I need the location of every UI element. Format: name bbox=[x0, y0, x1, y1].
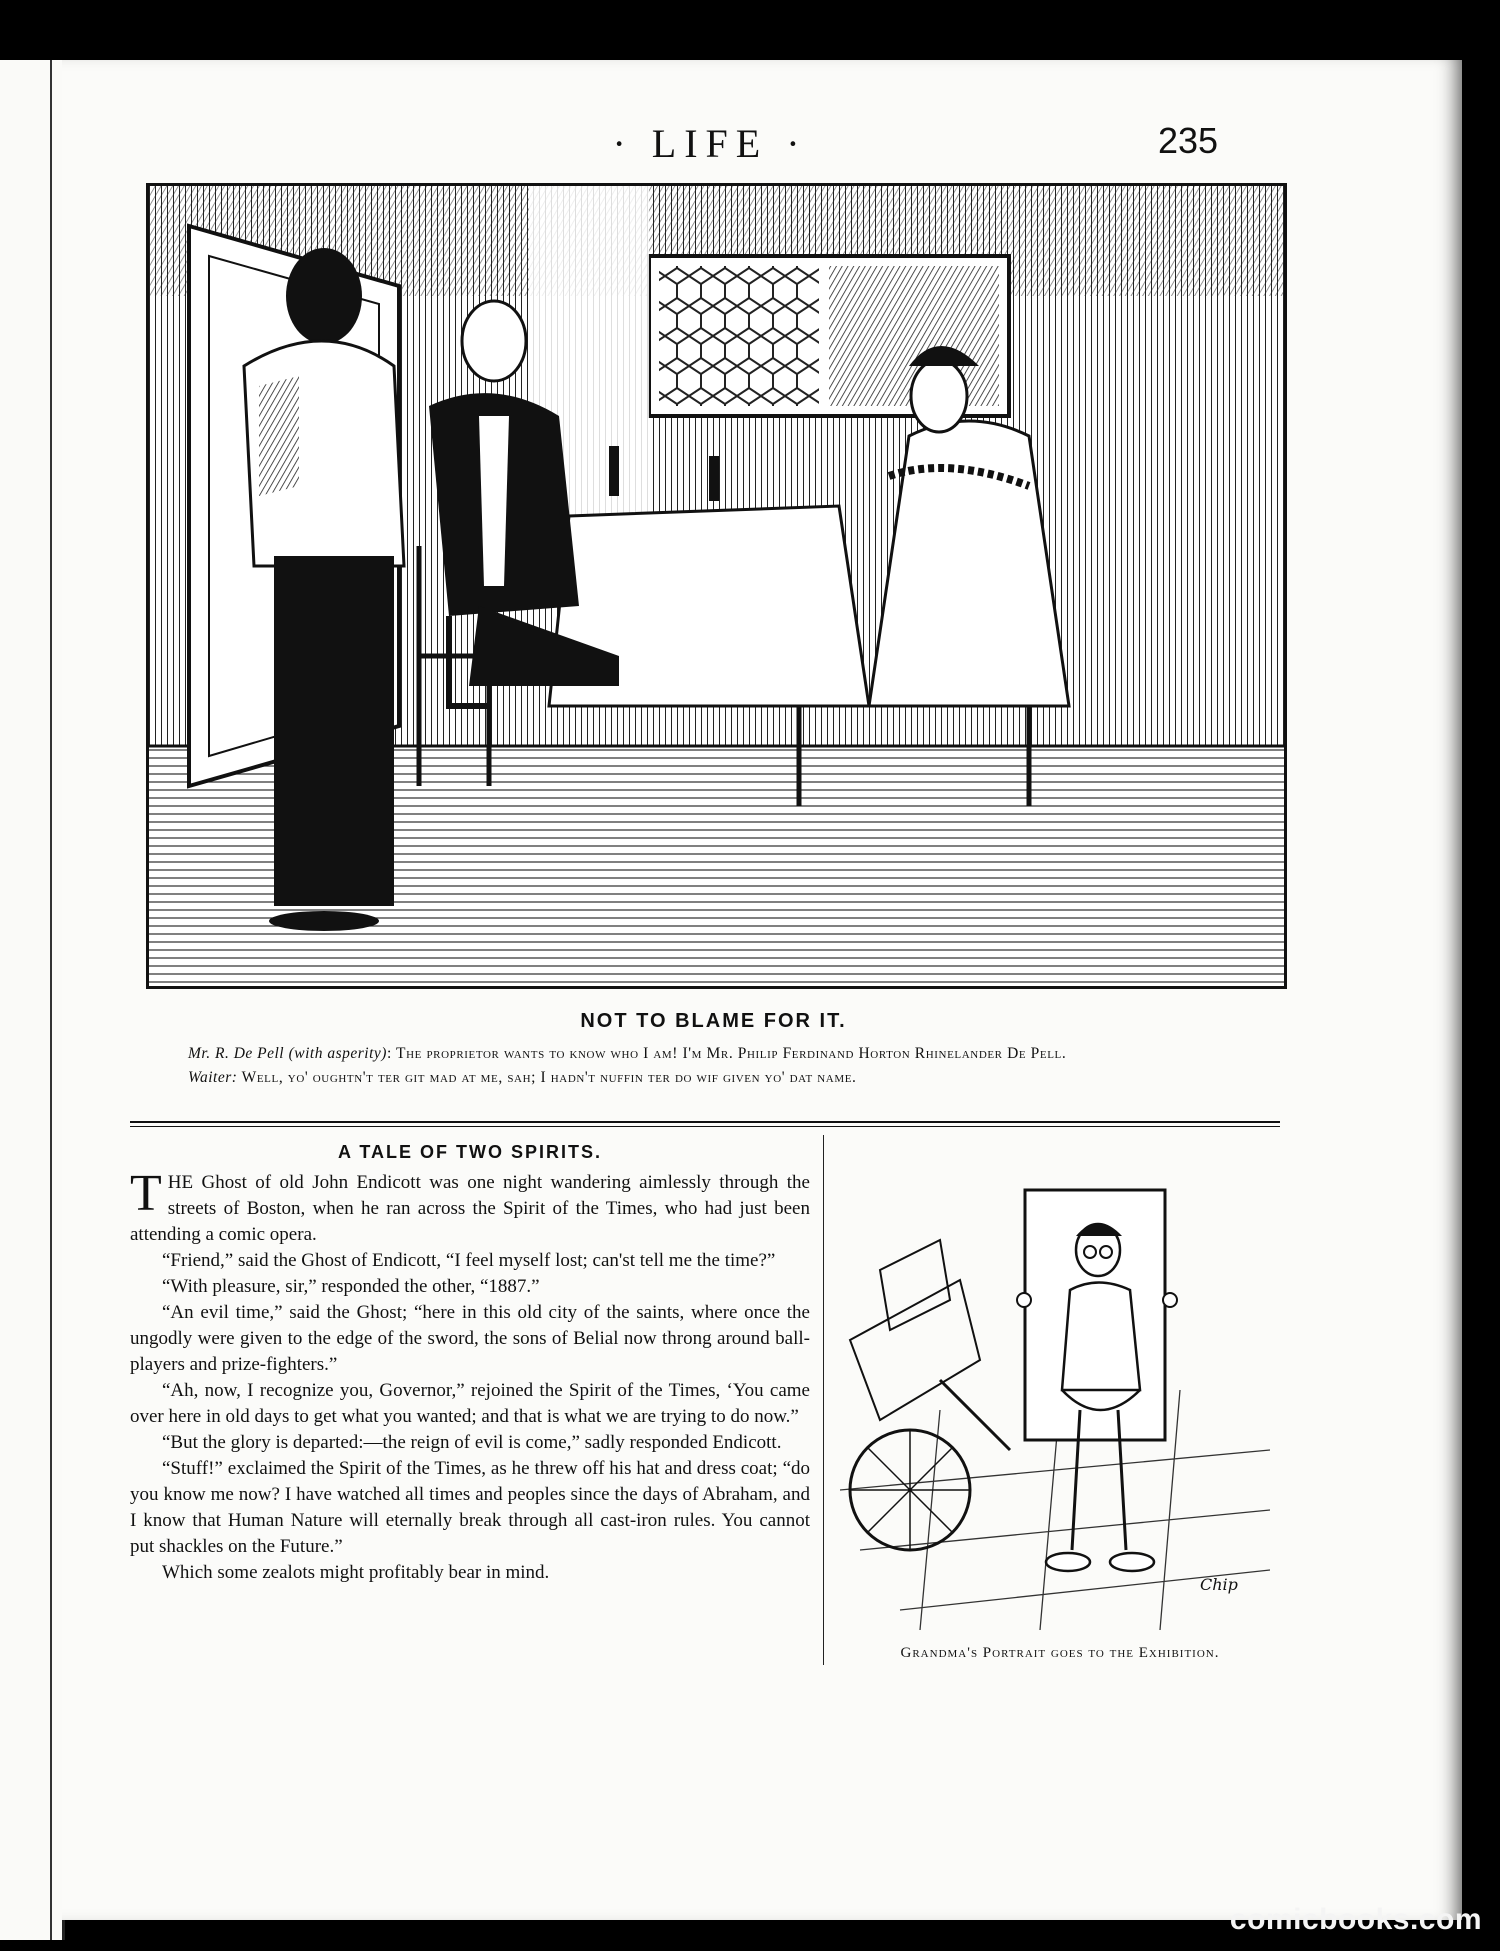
column-divider bbox=[823, 1135, 824, 1665]
speaker-name: Mr. R. De Pell bbox=[188, 1045, 285, 1062]
cartoon-dialogue bbox=[130, 1042, 1280, 1090]
story-paragraph: “With pleasure, sir,” responded the other, “1887.” bbox=[162, 1276, 540, 1297]
cartoon-title: NOT TO BLAME FOR IT. bbox=[580, 1010, 847, 1032]
speech-text: : The proprietor wants to know who I am! I'm Mr. Philip Ferdinand Horton Rhinelander De Pell. bbox=[386, 1045, 1067, 1062]
main-cartoon-illustration bbox=[146, 183, 1287, 989]
speaker-aside: (with asperity) bbox=[288, 1045, 387, 1062]
artist-signature: Chip bbox=[1200, 1575, 1238, 1594]
speech-text: Well, yo' oughtn't ter git mad at me, sah; I hadn't nuffin ter do wif given yo' dat name. bbox=[237, 1069, 857, 1086]
story-paragraph: Which some zealots might profitably bear in mind. bbox=[162, 1562, 550, 1583]
side-cartoon-caption: Grandma's Portrait goes to the Exhibition. bbox=[900, 1645, 1220, 1661]
restaurant-scene-drawing bbox=[149, 186, 1284, 986]
speaker-name: Waiter: bbox=[188, 1069, 238, 1086]
side-cartoon-illustration bbox=[840, 1150, 1270, 1630]
running-head: · LIFE · bbox=[612, 121, 808, 166]
portrait-cart-drawing bbox=[840, 1150, 1270, 1630]
story-body bbox=[130, 1165, 810, 1586]
page-number: 235 bbox=[1158, 120, 1219, 161]
story-paragraph: “Ah, now, I recognize you, Governor,” rejoined the Spirit of the Times, ‘You came over here in old days to get what you wanted; and that is what we are trying to do now.” bbox=[130, 1380, 810, 1427]
story-title: A TALE OF TWO SPIRITS. bbox=[338, 1142, 602, 1162]
dialogue-line bbox=[130, 1066, 1280, 1090]
dialogue-line bbox=[130, 1042, 1280, 1066]
drop-cap: T bbox=[130, 1165, 162, 1222]
story-paragraph: “But the glory is departed:—the reign of evil is come,” sadly responded Endicott. bbox=[162, 1432, 782, 1453]
site-watermark: comicbooks.com bbox=[1229, 1903, 1482, 1936]
section-divider bbox=[130, 1121, 1280, 1127]
story-paragraph bbox=[130, 1165, 810, 1248]
story-paragraph: “Stuff!” exclaimed the Spirit of the Times, as he threw off his hat and dress coat; “do you know me now? I have watched all times and peoples since the days of Abraham, and I know that Human Nature will eternally break through all cast-iron rules. You cannot put shackles on the Future.” bbox=[130, 1458, 810, 1557]
story-paragraph: “Friend,” said the Ghost of Endicott, “I feel myself lost; can'st tell me the time?” bbox=[162, 1250, 776, 1271]
binding-spine bbox=[0, 60, 65, 1940]
first-paragraph-text: HE Ghost of old John Endicott was one night wandering aimlessly through the streets of Boston, when he ran across the Spirit of the Times, who had just been attending a comic opera. bbox=[130, 1172, 810, 1245]
story-paragraph: “An evil time,” said the Ghost; “here in this old city of the saints, where once the ungodly were given to the edge of the sword, the sons of Belial now throng around ball-players and prize-fighters.” bbox=[130, 1302, 810, 1375]
